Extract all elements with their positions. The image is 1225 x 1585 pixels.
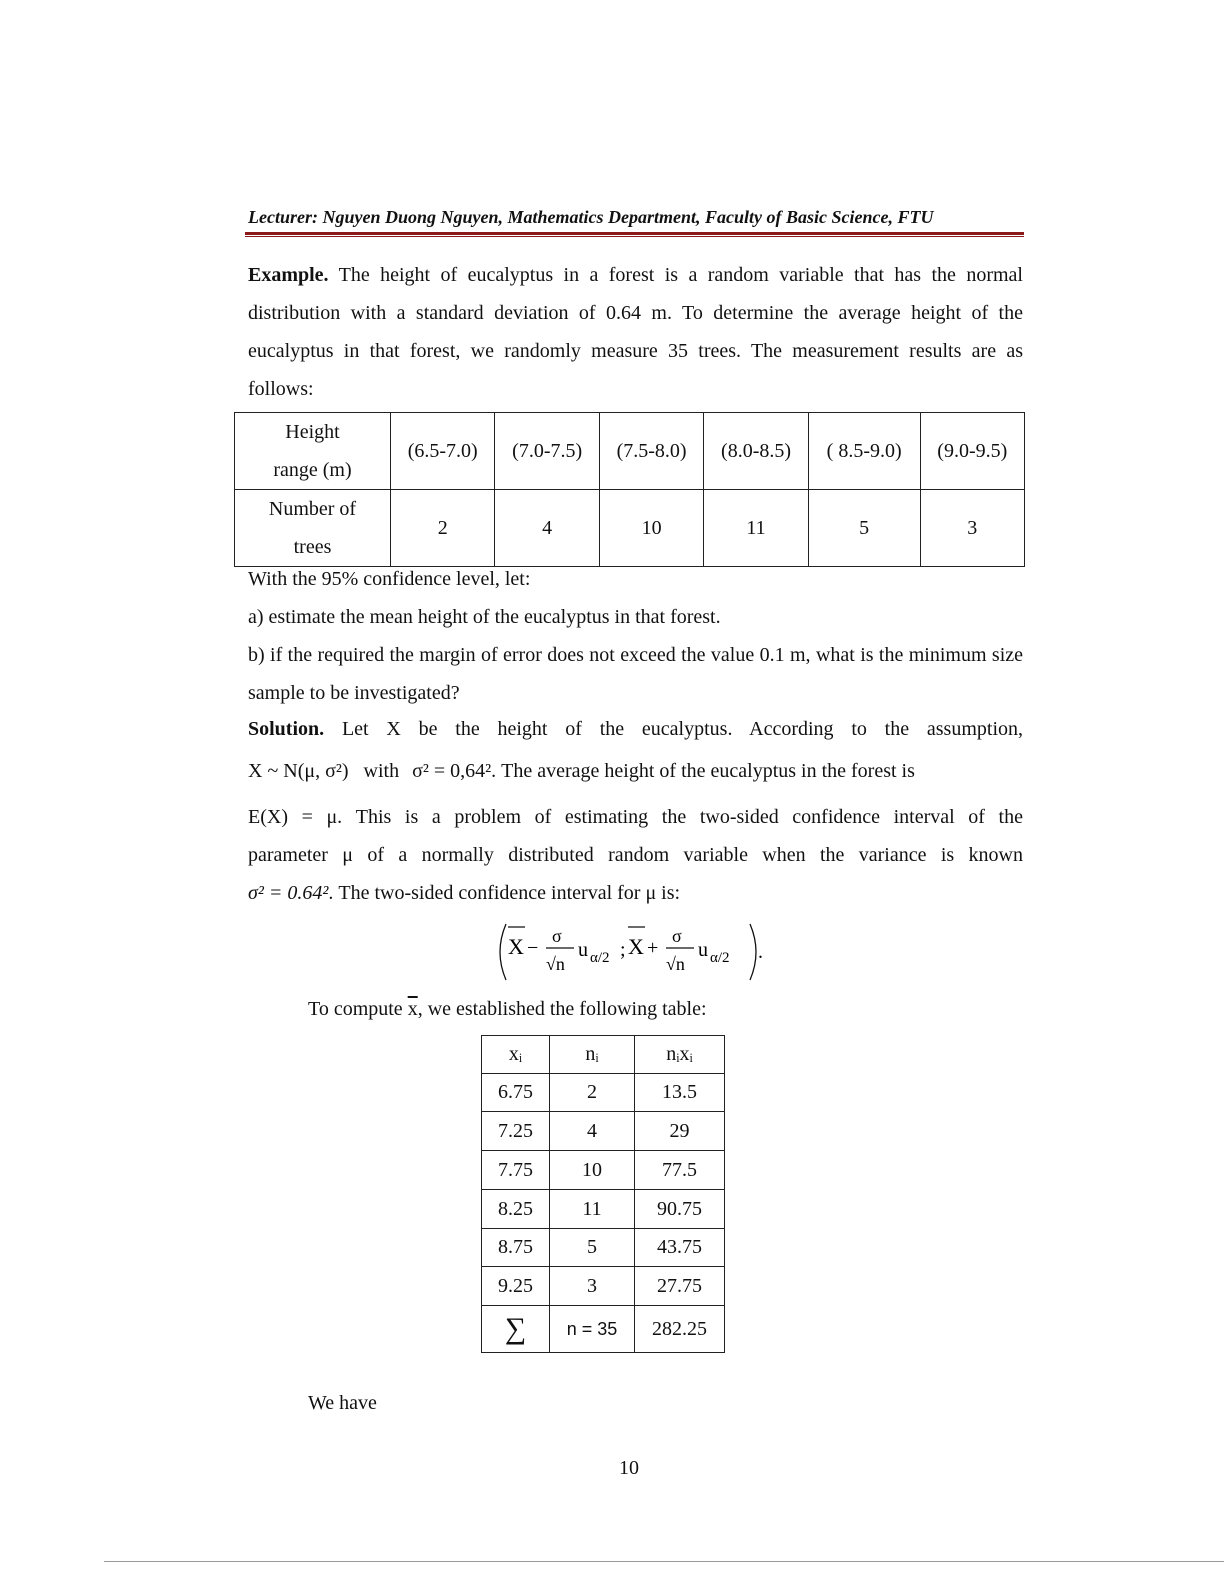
alpha-half-subscript: α/2 [590, 950, 610, 966]
sum-row [482, 1306, 725, 1353]
xbar-symbol: X [628, 934, 644, 959]
sigma-numerator: σ [552, 926, 562, 946]
count-cell: 10 [599, 490, 703, 567]
header-ni: nᵢ [550, 1036, 635, 1074]
variance-expression-italic: σ² = 0.64² [248, 882, 329, 904]
range-cell: ( 8.5-9.0) [808, 413, 920, 490]
count-cell: 3 [920, 490, 1024, 567]
sum-total: 282.25 [635, 1306, 725, 1353]
left-paren [500, 924, 506, 980]
count-cell: 2 [391, 490, 495, 567]
example-label: Example. [248, 264, 329, 286]
we-have-text: We have [308, 1392, 377, 1414]
number-of-trees-header: Number of trees [235, 490, 391, 567]
range-cell: (9.0-9.5) [920, 413, 1024, 490]
variance-expression: σ² = 0,64² [412, 760, 492, 782]
sqrt-n-denominator: √n [666, 954, 685, 974]
count-cell: 11 [704, 490, 808, 567]
range-cell: (7.5-8.0) [599, 413, 703, 490]
header-rule-thick [245, 232, 1024, 235]
count-cell: 5 [808, 490, 920, 567]
question-a: a) estimate the mean height of the eucalyptus in that forest. [248, 606, 721, 628]
question-b: b) if the required the margin of error does not exceed the value 0.1 m, what is the minimum size sample to be investigated? [248, 644, 1023, 704]
solution-label: Solution. [248, 718, 325, 740]
u-symbol: u [578, 939, 588, 961]
table-row: 6.75 2 13.5 [482, 1074, 725, 1112]
solution-line-2: X ~ N(μ, σ²) with σ² = 0,64². The average height of the eucalyptus in the forest is [248, 760, 915, 782]
table-row: 9.25 3 27.75 [482, 1267, 725, 1306]
sum-symbol: ∑ [482, 1306, 550, 1353]
page-header: Lecturer: Nguyen Duong Nguyen, Mathematics Department, Faculty of Basic Science, FTU [248, 207, 934, 227]
sum-n: n = 35 [550, 1306, 635, 1353]
table-row: 7.25 4 29 [482, 1112, 725, 1151]
semicolon: ; [620, 939, 626, 961]
range-cell: (7.0-7.5) [495, 413, 599, 490]
solution-line-3: E(X) = μ. This is a problem of estimating the two-sided confidence interval of the [248, 806, 1023, 828]
computation-table [481, 1035, 725, 1353]
xbar-symbol: X [508, 934, 524, 959]
formula-period: . [758, 941, 763, 963]
range-cell: (6.5-7.0) [391, 413, 495, 490]
sqrt-n-denominator: √n [546, 954, 565, 974]
compute-sentence: To compute $\overline{x}$, we established the following table: [308, 998, 707, 1020]
questions-intro: With the 95% confidence level, let: [248, 568, 531, 590]
confidence-interval-formula [492, 920, 782, 984]
minus-sign: − [527, 937, 539, 959]
header-rule-thin [245, 236, 1024, 237]
alpha-half-subscript: α/2 [710, 950, 730, 966]
header-nixi: nᵢxᵢ [635, 1036, 725, 1074]
solution-line-4: parameter μ of a normally distributed random variable when the variance is known [248, 844, 1023, 866]
solution-line-5: σ² = 0.64². The two-sided confidence interval for μ is: [248, 882, 681, 904]
page-number: 10 [619, 1457, 639, 1479]
xbar-inline: $\overline{x}$ [407, 998, 418, 1020]
height-distribution-table [234, 412, 1025, 567]
footer-rule [104, 1561, 1224, 1562]
sigma-numerator: σ [672, 926, 682, 946]
table-row: 8.75 5 43.75 [482, 1229, 725, 1267]
right-paren [750, 924, 756, 980]
range-cell: (8.0-8.5) [704, 413, 808, 490]
count-cell: 4 [495, 490, 599, 567]
example-text: The height of eucalyptus in a forest is a random variable that has the normal distribution with a standard deviation of 0.64 m. To determine the average height of the eucalyptus in that forest, we randomly measure 35 trees. The measurement results are as follows: [248, 264, 1023, 400]
u-symbol: u [698, 939, 708, 961]
header-xi: xᵢ [482, 1036, 550, 1074]
height-range-header: Height range (m) [235, 413, 391, 490]
table-row: 8.25 11 90.75 [482, 1190, 725, 1229]
table-row: 7.75 10 77.5 [482, 1151, 725, 1190]
example-paragraph [248, 256, 1023, 408]
plus-sign: + [647, 937, 659, 959]
distribution-expression: X ~ N(μ, σ²) [248, 760, 349, 782]
solution-line-1: Solution. Let X be the height of the eucalyptus. According to the assumption, [248, 718, 1024, 740]
